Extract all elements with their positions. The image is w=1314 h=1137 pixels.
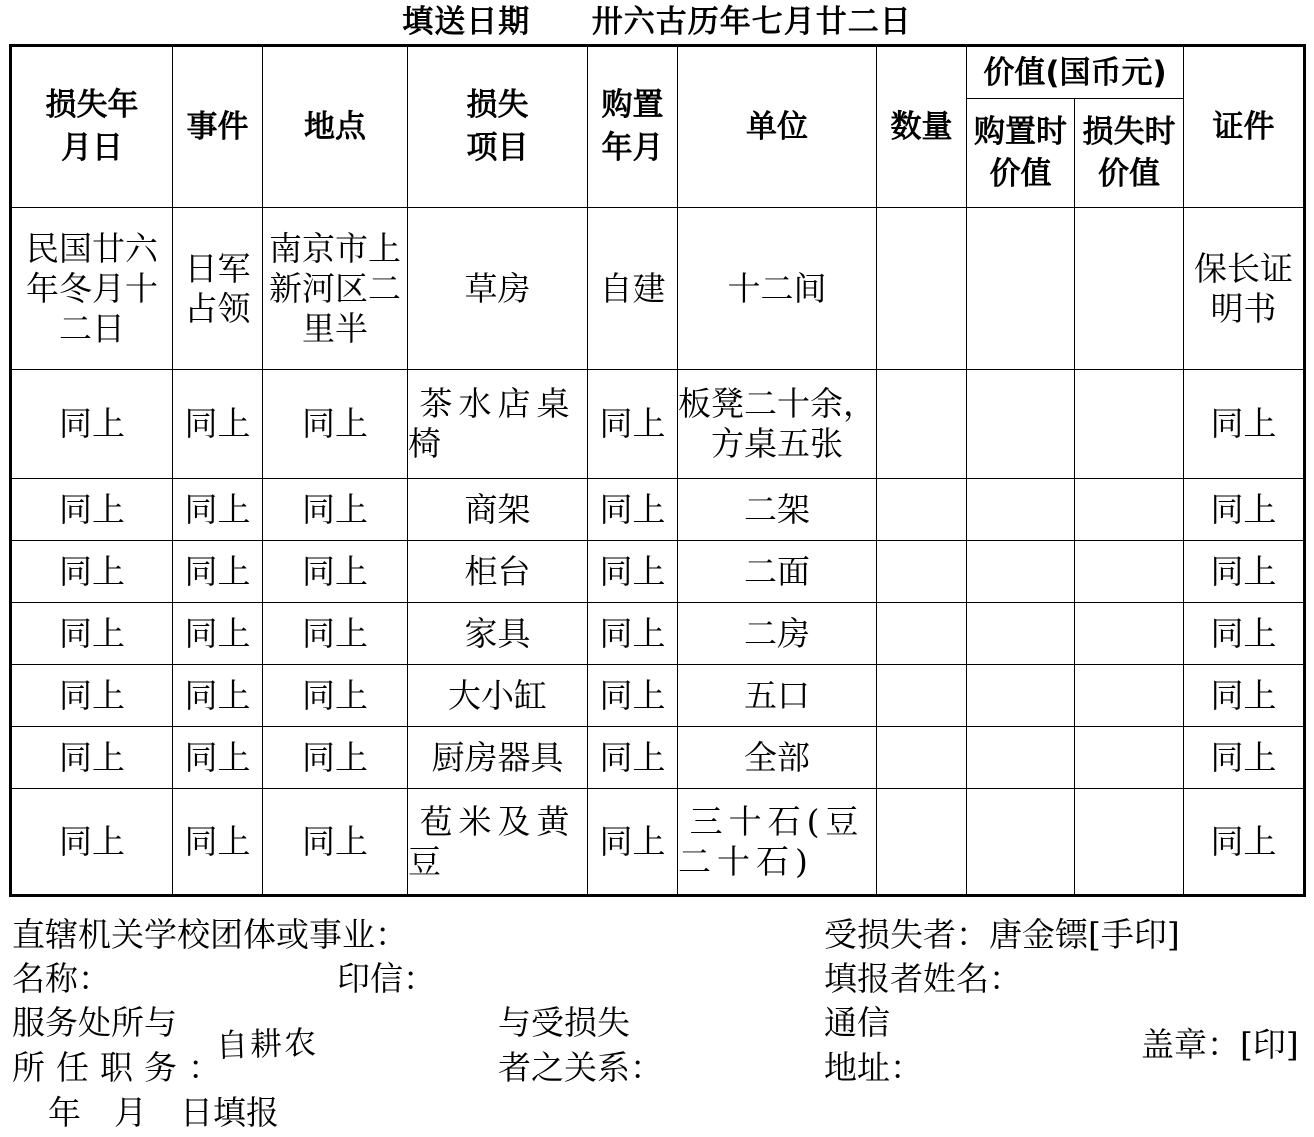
- stamp-field: [1141, 1022, 1299, 1067]
- header-unit: 单位: [678, 46, 877, 208]
- fill-date-line: 年 月 日填报: [48, 1093, 279, 1132]
- table-row: [11, 665, 1305, 727]
- header-value-group: 价值(国币元): [967, 46, 1184, 99]
- cell-quantity: [877, 541, 967, 603]
- cell-value-at-purchase: [967, 541, 1075, 603]
- service-label-line1: 服务处所与: [12, 1003, 177, 1042]
- header-value-at-purchase: 购置时价值: [967, 99, 1075, 208]
- header-value-at-loss: 损失时价值: [1075, 99, 1184, 208]
- name-label: 名称：: [12, 959, 111, 998]
- cell-location: 同上: [263, 370, 408, 479]
- cell-value-at-purchase: [967, 665, 1075, 727]
- org-label: 直辖机关学校团体或事业：: [12, 915, 408, 954]
- cell-certificate: 同上: [1184, 665, 1305, 727]
- cell-event: 日军占领: [173, 208, 263, 370]
- cell-unit: 十二间: [678, 208, 877, 370]
- cell-certificate: 同上: [1184, 603, 1305, 665]
- cell-event: 同上: [173, 789, 263, 896]
- cell-item: 草房: [408, 208, 588, 370]
- cell-unit: 板凳二十余，方桌五张: [678, 370, 877, 479]
- reporter-label: 填报者姓名：: [824, 959, 1022, 998]
- cell-loss-date: 民国廿六年冬月十二日: [11, 208, 173, 370]
- table-row: [11, 208, 1305, 370]
- relation-label-line2: 者之关系：: [498, 1048, 663, 1087]
- cell-value-at-loss: [1075, 665, 1184, 727]
- cell-event: 同上: [173, 479, 263, 541]
- cell-value-at-loss: [1075, 370, 1184, 479]
- form-title: [0, 0, 1314, 44]
- service-value: 自耕农: [215, 1023, 319, 1065]
- loss-ledger-table: [9, 44, 1306, 897]
- cell-unit: 三十石(豆二十石): [678, 789, 877, 896]
- cell-unit: 全部: [678, 727, 877, 789]
- cell-event: 同上: [173, 370, 263, 479]
- cell-event: 同上: [173, 665, 263, 727]
- cell-quantity: [877, 208, 967, 370]
- cell-quantity: [877, 370, 967, 479]
- form-footer: [0, 904, 1314, 1137]
- cell-location: 同上: [263, 727, 408, 789]
- cell-value-at-purchase: [967, 603, 1075, 665]
- cell-unit: 二架: [678, 479, 877, 541]
- cell-certificate: 同上: [1184, 541, 1305, 603]
- table-row: [11, 479, 1305, 541]
- cell-purchase-date: 自建: [588, 208, 678, 370]
- cell-certificate: 同上: [1184, 370, 1305, 479]
- cell-value-at-loss: [1075, 603, 1184, 665]
- relation-label-line1: 与受损失: [498, 1003, 630, 1042]
- fill-date-label: 填送日期: [402, 4, 531, 40]
- cell-loss-date: 同上: [11, 541, 173, 603]
- cell-location: 同上: [263, 541, 408, 603]
- cell-certificate: 同上: [1184, 789, 1305, 896]
- cell-value-at-loss: [1075, 208, 1184, 370]
- cell-event: 同上: [173, 541, 263, 603]
- table-row: [11, 370, 1305, 479]
- service-label-line2: 所任职务：: [12, 1048, 232, 1087]
- cell-loss-date: 同上: [11, 370, 173, 479]
- cell-purchase-date: 同上: [588, 789, 678, 896]
- cell-location: 南京市上新河区二里半: [263, 208, 408, 370]
- cell-value-at-loss: [1075, 789, 1184, 896]
- cell-quantity: [877, 665, 967, 727]
- cell-location: 同上: [263, 603, 408, 665]
- cell-item: 商架: [408, 479, 588, 541]
- cell-purchase-date: 同上: [588, 479, 678, 541]
- cell-value-at-purchase: [967, 727, 1075, 789]
- cell-item: 苞米及黄豆: [408, 789, 588, 896]
- address-label-line1: 通信: [824, 1003, 890, 1042]
- cell-item: 家具: [408, 603, 588, 665]
- victim-label: 受损失者：: [824, 915, 989, 954]
- cell-item: 柜台: [408, 541, 588, 603]
- cell-item: 茶水店桌椅: [408, 370, 588, 479]
- address-label-line2: 地址：: [824, 1048, 923, 1087]
- cell-certificate: 同上: [1184, 727, 1305, 789]
- header-loss-date: 损失年月日: [11, 46, 173, 208]
- table-row: [11, 727, 1305, 789]
- header-event: 事件: [173, 46, 263, 208]
- victim-value: 唐金镖[手印]: [989, 915, 1180, 954]
- header-purchase-date: 购置年月: [588, 46, 678, 208]
- seal-label: 印信：: [337, 959, 436, 998]
- cell-quantity: [877, 479, 967, 541]
- cell-item: 大小缸: [408, 665, 588, 727]
- cell-unit: 二房: [678, 603, 877, 665]
- header-quantity: 数量: [877, 46, 967, 208]
- cell-value-at-purchase: [967, 208, 1075, 370]
- header-location: 地点: [263, 46, 408, 208]
- fill-date-value: 卅六古历年七月廿二日: [591, 4, 912, 40]
- header-item: 损失项目: [408, 46, 588, 208]
- cell-loss-date: 同上: [11, 603, 173, 665]
- cell-location: 同上: [263, 665, 408, 727]
- cell-location: 同上: [263, 789, 408, 896]
- table-row: [11, 541, 1305, 603]
- cell-value-at-purchase: [967, 789, 1075, 896]
- stamp-label: 盖章：: [1141, 1025, 1240, 1064]
- cell-purchase-date: 同上: [588, 665, 678, 727]
- cell-event: 同上: [173, 603, 263, 665]
- cell-quantity: [877, 789, 967, 896]
- cell-certificate: 保长证明书: [1184, 208, 1305, 370]
- cell-value-at-purchase: [967, 479, 1075, 541]
- victim-field: [824, 912, 1180, 957]
- cell-unit: 五口: [678, 665, 877, 727]
- cell-loss-date: 同上: [11, 727, 173, 789]
- cell-location: 同上: [263, 479, 408, 541]
- cell-value-at-loss: [1075, 541, 1184, 603]
- cell-quantity: [877, 727, 967, 789]
- cell-loss-date: 同上: [11, 665, 173, 727]
- cell-purchase-date: 同上: [588, 727, 678, 789]
- cell-quantity: [877, 603, 967, 665]
- cell-purchase-date: 同上: [588, 603, 678, 665]
- cell-unit: 二面: [678, 541, 877, 603]
- cell-loss-date: 同上: [11, 479, 173, 541]
- cell-value-at-loss: [1075, 727, 1184, 789]
- cell-event: 同上: [173, 727, 263, 789]
- table-row: [11, 789, 1305, 896]
- cell-purchase-date: 同上: [588, 370, 678, 479]
- cell-item: 厨房器具: [408, 727, 588, 789]
- stamp-value: [印]: [1240, 1025, 1299, 1064]
- cell-certificate: 同上: [1184, 479, 1305, 541]
- table-row: [11, 603, 1305, 665]
- cell-purchase-date: 同上: [588, 541, 678, 603]
- cell-value-at-purchase: [967, 370, 1075, 479]
- cell-loss-date: 同上: [11, 789, 173, 896]
- cell-value-at-loss: [1075, 479, 1184, 541]
- header-certificate: 证件: [1184, 46, 1305, 208]
